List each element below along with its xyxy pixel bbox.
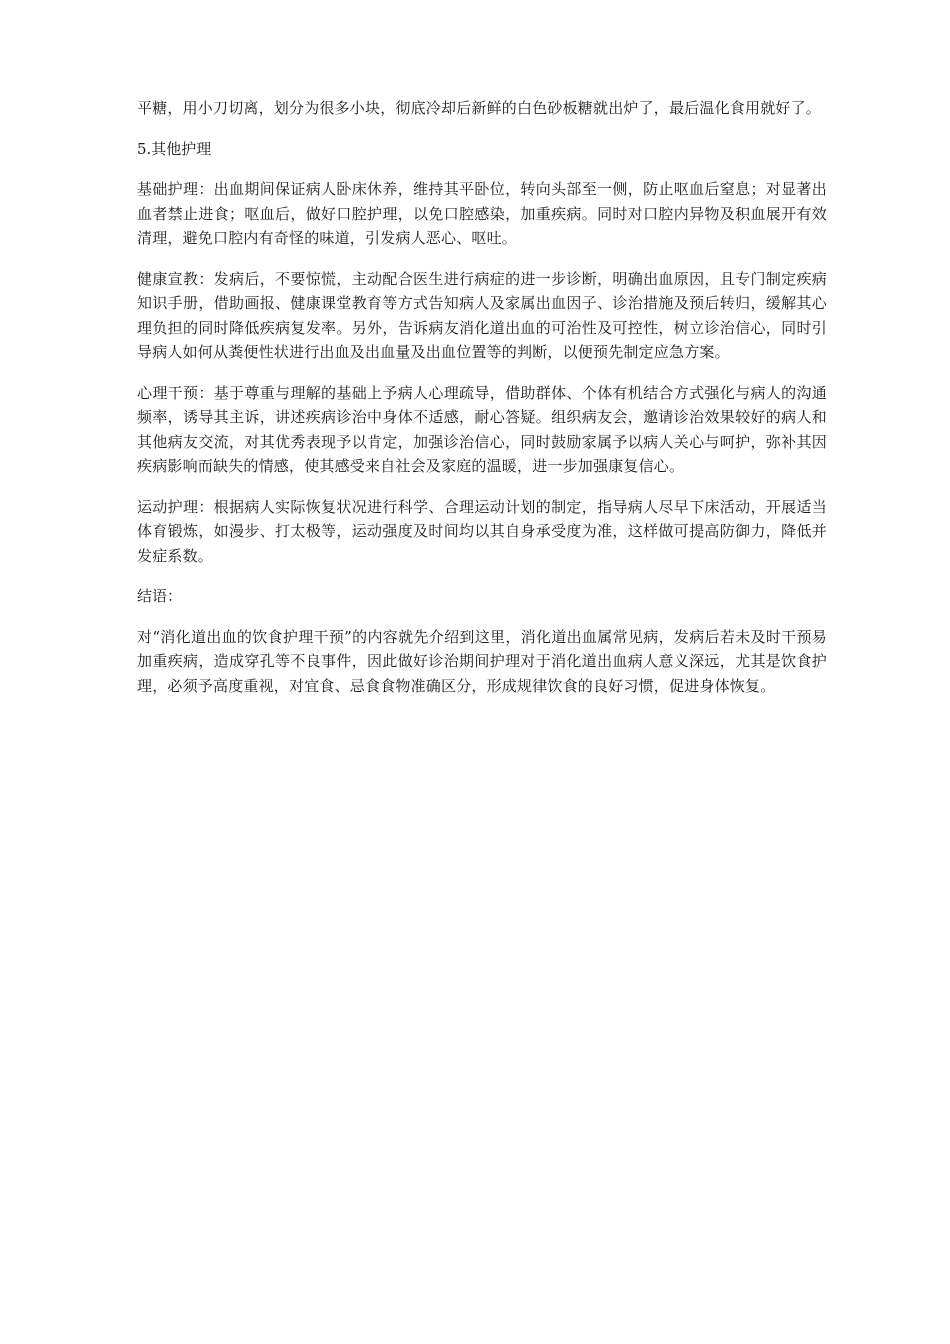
document-body xyxy=(137,96,827,714)
continuation-paragraph: 平糖，用小刀切离，划分为很多小块，彻底冷却后新鲜的白色砂板糖就出炉了，最后温化食用就好了。 xyxy=(137,99,822,117)
paragraph-basic-care: 基础护理：出血期间保证病人卧床休养，维持其平卧位，转向头部至一侧，防止呕血后窒息；对显著出血者禁止进食；呕血后，做好口腔护理，以免口腔感染，加重疾病。同时对口腔内异物及积血展开有效清理，避免口腔内有奇怪的味道，引发病人恶心、呕吐。 xyxy=(137,180,827,247)
section-heading: 5.其他护理 xyxy=(137,139,212,158)
paragraph-exercise-care: 运动护理：根据病人实际恢复状况进行科学、合理运动计划的制定，指导病人尽早下床活动，开展适当体育锻炼，如漫步、打太极等，运动强度及时间均以其自身承受度为准，这样做可提高防御力，降低并发症系数。 xyxy=(137,497,827,565)
conclusion-paragraph: 对“消化道出血的饮食护理干预”的内容就先介绍到这里，消化道出血属常见病，发病后若未及时干预易加重疾病，造成穿孔等不良事件，因此做好诊治期间护理对于消化道出血病人意义深远，尤其是饮食护理，必须予高度重视，对宜食、忌食食物准确区分，形成规律饮食的良好习惯，促进身体恢复。 xyxy=(137,627,827,695)
paragraph-psychological-intervention: 心理干预：基于尊重与理解的基础上予病人心理疏导，借助群体、个体有机结合方式强化与病人的沟通频率，诱导其主诉，讲述疾病诊治中身体不适感，耐心答疑。组织病友会，邀请诊治效果较好的病人和其他病友交流，对其优秀表现予以肯定，加强诊治信心，同时鼓励家属予以病人关心与呵护，弥补其因疾病影响而缺失的情感，使其感受来自社会及家庭的温暖，进一步加强康复信心。 xyxy=(137,383,827,475)
conclusion-heading: 结语： xyxy=(137,587,183,605)
paragraph-health-education: 健康宣教：发病后，不要惊慌，主动配合医生进行病症的进一步诊断，明确出血原因，且专门制定疾病知识手册，借助画报、健康课堂教育等方式告知病人及家属出血因子、诊治措施及预后转归，缓解其心理负担的同时降低疾病复发率。另外，告诉病友消化道出血的可治性及可控性，树立诊治信心，同时引导病人如何从粪便性状进行出血及出血量及出血位置等的判断，以便预先制定应急方案。 xyxy=(137,269,827,361)
